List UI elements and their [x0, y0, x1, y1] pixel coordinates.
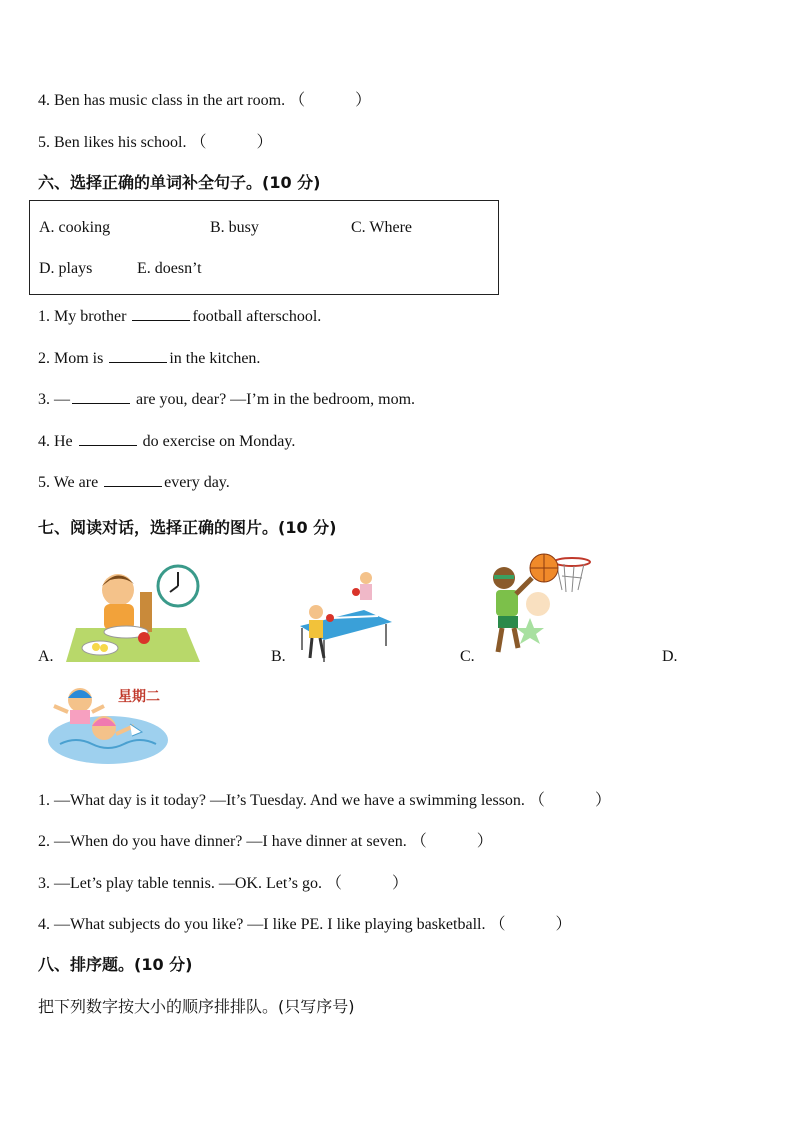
dialogue-text: 2. —When do you have dinner? —I have dinner at seven.	[38, 833, 407, 850]
basketball-picture	[484, 548, 598, 662]
sentence-after: do exercise on Monday.	[138, 433, 296, 450]
word-option-b: B. busy	[210, 219, 259, 236]
dialogue-4	[38, 911, 572, 934]
picture-label-a: A.	[38, 648, 54, 665]
dialogue-3	[38, 870, 408, 893]
section-7-heading: 七、阅读对话，选择正确的图片。(10 分)	[38, 518, 337, 537]
answer-paren-close: ）	[355, 92, 372, 109]
sentence-after: football afterschool.	[192, 308, 322, 325]
answer-paren-close: ）	[391, 875, 408, 892]
answer-paren-open: （	[190, 134, 207, 151]
answer-paren-open: （	[528, 792, 545, 809]
answer-blank[interactable]	[104, 474, 162, 487]
answer-paren-open: （	[410, 833, 427, 850]
answer-paren-open: （	[489, 916, 506, 933]
answer-paren-open: （	[325, 875, 342, 892]
question-text: 4.	[38, 92, 50, 109]
dialogue-1	[38, 787, 611, 810]
dialogue-2	[38, 828, 493, 851]
answer-paren-close: ）	[555, 916, 572, 933]
answer-paren-close: ）	[476, 833, 493, 850]
picture-label-d: D.	[662, 648, 678, 665]
fill-sentence-5	[38, 474, 230, 492]
question-text: 5.	[38, 134, 50, 151]
dialogue-text: 3. —Let’s play table tennis. —OK. Let’s go.	[38, 875, 322, 892]
section-6-heading: 六、选择正确的单词补全句子。(10 分)	[38, 173, 321, 192]
answer-blank[interactable]	[72, 391, 130, 404]
fill-sentence-2	[38, 350, 260, 368]
table-tennis-picture	[294, 570, 396, 664]
word-bank-box	[29, 200, 499, 295]
question-5-5	[38, 129, 272, 152]
sentence-before: 3. —	[38, 391, 70, 408]
sentence-after: every day.	[164, 474, 230, 491]
sentence-before: 4. He	[38, 433, 77, 450]
answer-blank[interactable]	[109, 350, 167, 363]
dinner-picture	[66, 562, 202, 664]
picture-label-c: C.	[460, 648, 475, 665]
section-8-instruction: 把下列数字按大小的顺序排排队。(只写序号)	[38, 997, 355, 1016]
answer-paren-close: ）	[256, 134, 273, 151]
answer-paren-close: ）	[594, 792, 611, 809]
sentence-before: 5. We are	[38, 474, 103, 491]
fill-sentence-4	[38, 433, 295, 451]
fill-sentence-1	[38, 308, 321, 326]
dialogue-text: 4. —What subjects do you like? —I like PE. I like playing basketball.	[38, 916, 486, 933]
question-text: Ben has music class in the art room.	[54, 92, 286, 109]
swim-caption: 星期二	[118, 689, 160, 705]
fill-sentence-3	[38, 391, 415, 409]
dialogue-text: 1. —What day is it today? —It’s Tuesday. And we have a swimming lesson.	[38, 792, 525, 809]
answer-blank[interactable]	[79, 433, 137, 446]
sentence-after: in the kitchen.	[169, 350, 261, 367]
word-option-a: A. cooking	[39, 219, 111, 236]
question-text: Ben likes his school.	[54, 134, 187, 151]
answer-paren-open: （	[289, 92, 306, 109]
word-option-d: D. plays	[39, 260, 93, 277]
section-8-heading: 八、排序题。(10 分)	[38, 955, 193, 974]
picture-label-b: B.	[271, 648, 286, 665]
sentence-before: 2. Mom is	[38, 350, 108, 367]
question-5-4	[38, 87, 371, 110]
answer-blank[interactable]	[132, 308, 190, 321]
word-option-e: E. doesn’t	[137, 260, 202, 277]
sentence-before: 1. My brother	[38, 308, 131, 325]
sentence-after: are you, dear? —I’m in the bedroom, mom.	[132, 391, 416, 408]
word-option-c: C. Where	[351, 219, 413, 236]
